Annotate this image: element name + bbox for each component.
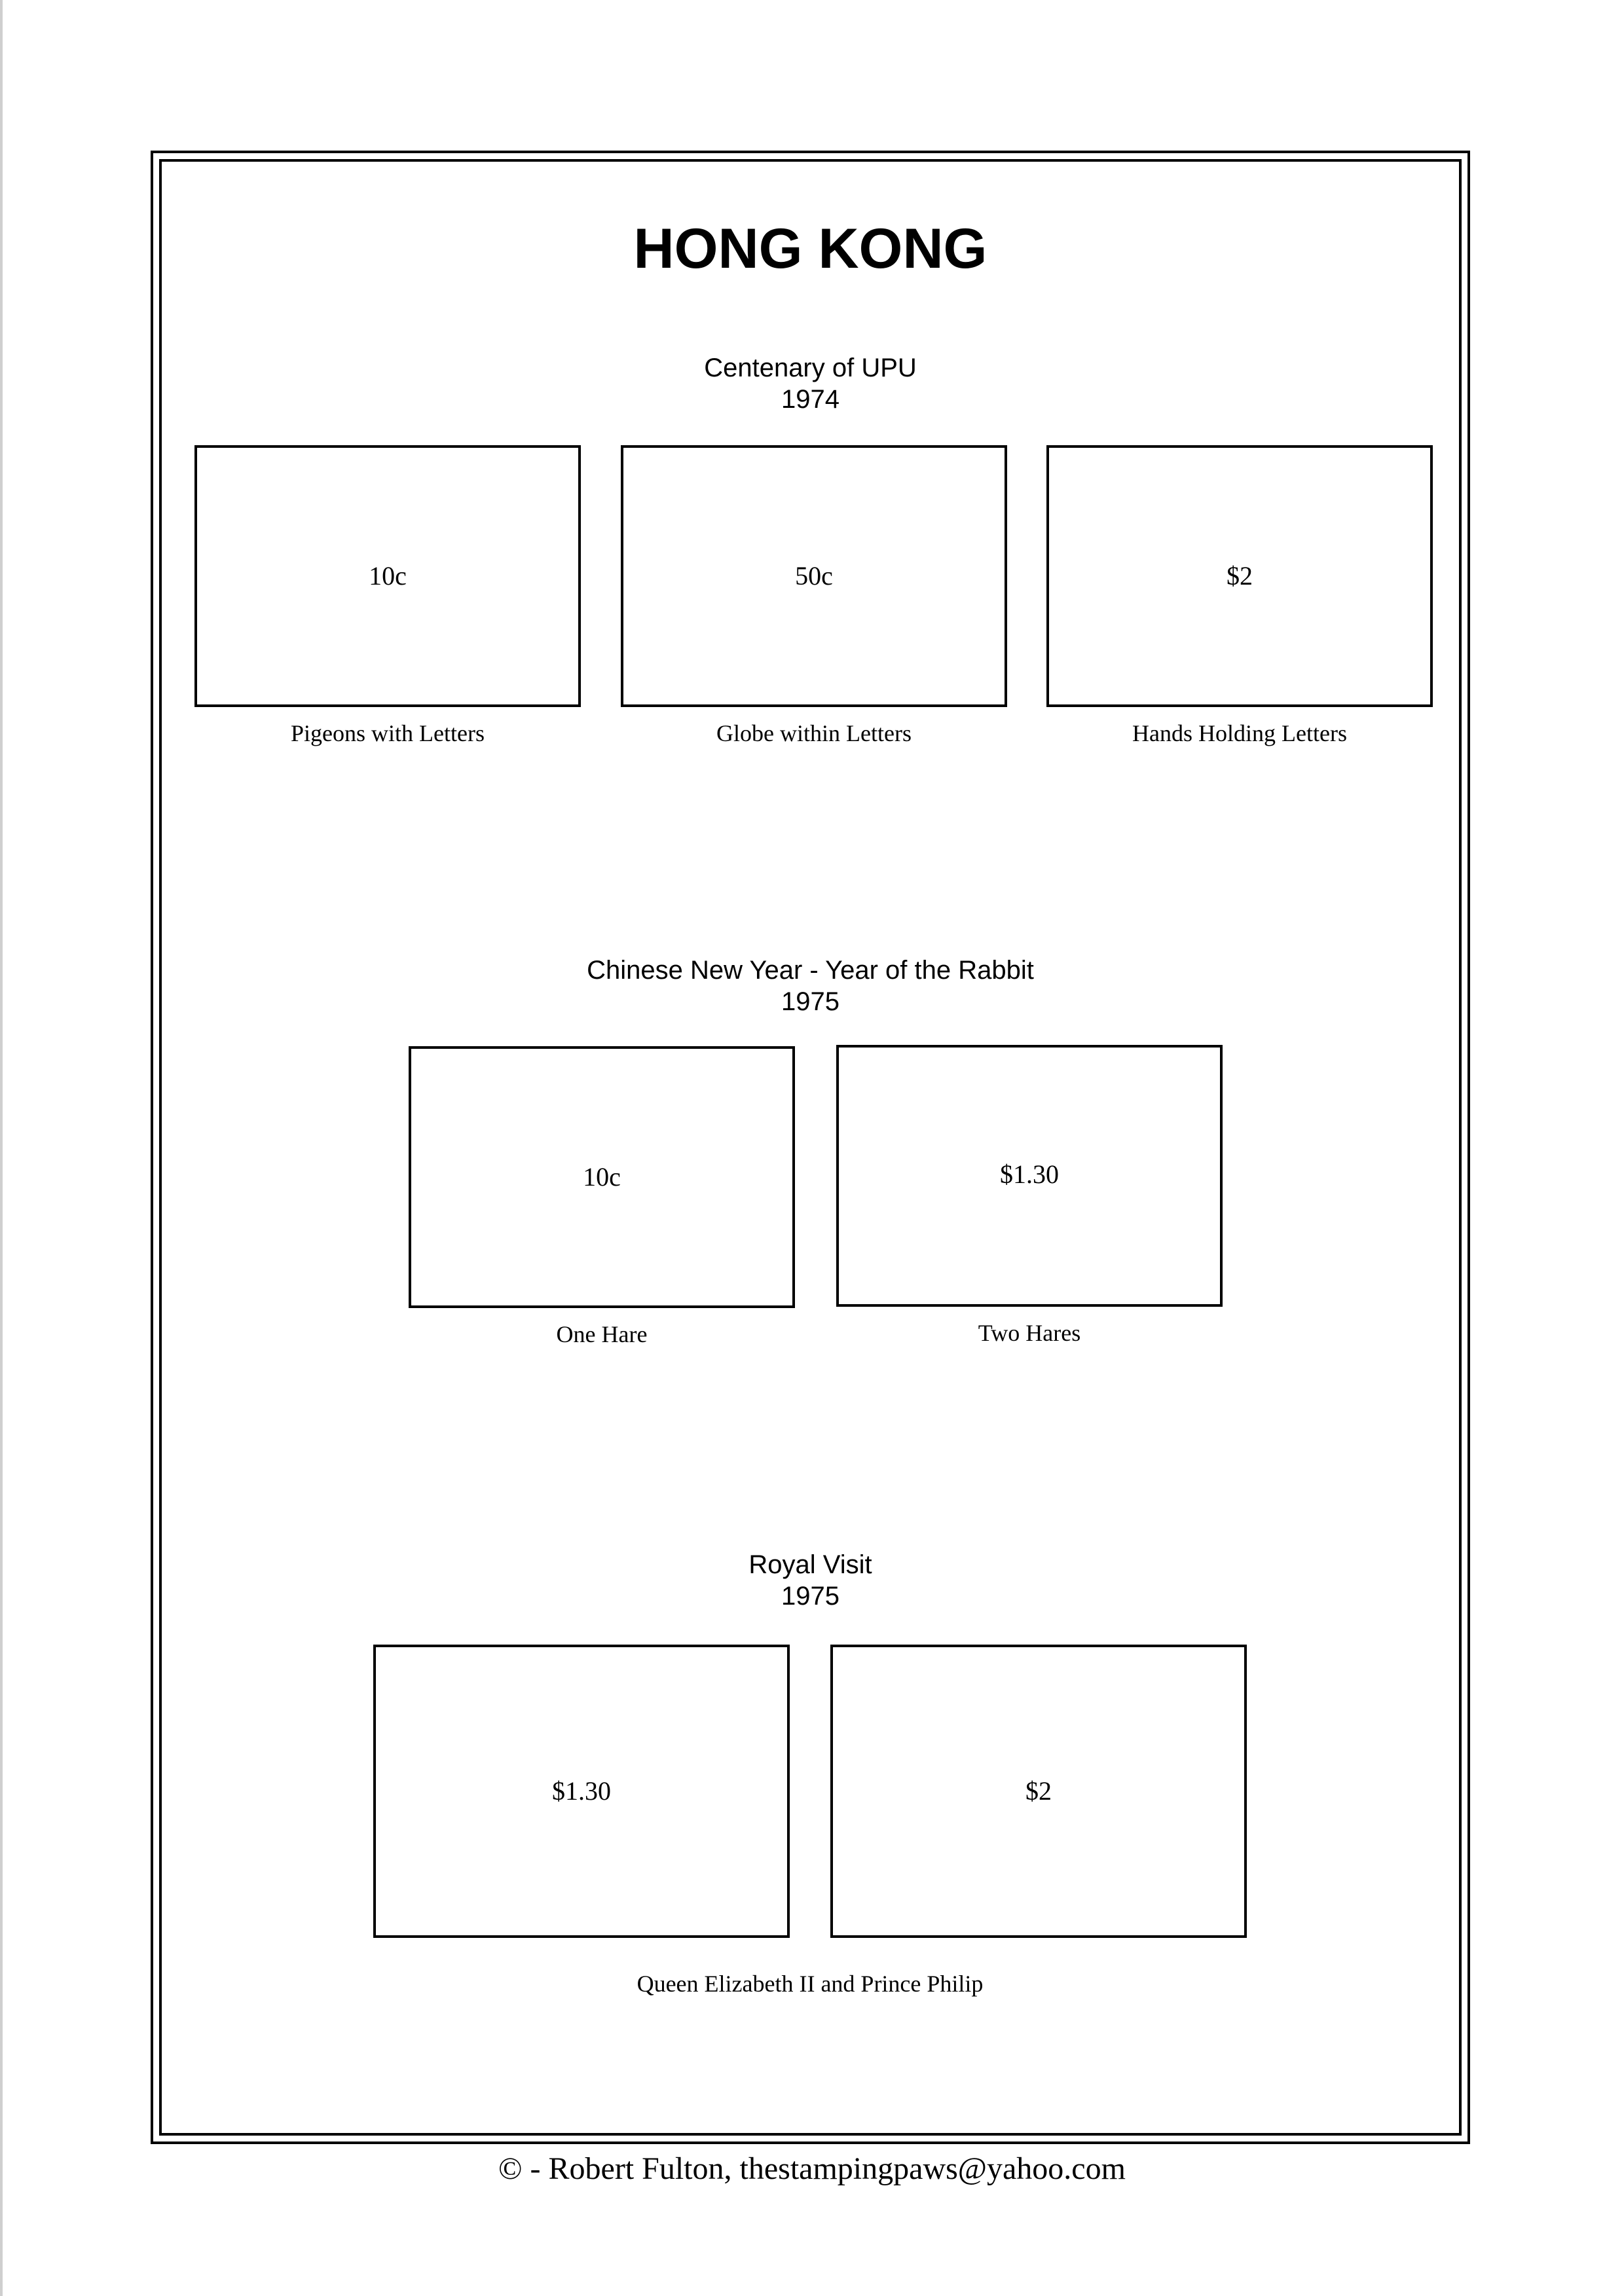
section-title: Centenary of UPU <box>704 354 917 382</box>
stamp-value: 10c <box>369 561 407 591</box>
stamp-box <box>830 1645 1247 1938</box>
stamp-box <box>194 445 581 707</box>
copyright-footer: © - Robert Fulton, thestampingpaws@yahoo.com <box>498 2151 1126 2186</box>
stamp-box <box>373 1645 790 1938</box>
stamp-value: $1.30 <box>1000 1159 1059 1189</box>
stamp-caption: Pigeons with Letters <box>291 720 485 746</box>
stamp-caption: One Hare <box>556 1321 648 1347</box>
section-year: 1975 <box>781 1582 840 1611</box>
stamp-value: $2 <box>1025 1776 1052 1806</box>
stamp-caption: Globe within Letters <box>716 720 912 746</box>
section-year: 1975 <box>781 987 840 1016</box>
section-heading-upu <box>159 352 1462 415</box>
stamp-caption: Hands Holding Letters <box>1132 720 1347 746</box>
stamp-box <box>1046 445 1433 707</box>
stamp-value: $1.30 <box>552 1776 611 1806</box>
stamp-value: $2 <box>1227 561 1253 591</box>
stamp-caption: Queen Elizabeth II and Prince Philip <box>637 1971 984 1997</box>
section-heading-chinese-new-year <box>159 955 1462 1017</box>
page-title: HONG KONG <box>633 217 987 280</box>
section-title: Chinese New Year - Year of the Rabbit <box>587 956 1034 985</box>
stamp-box <box>621 445 1007 707</box>
stamp-caption: Two Hares <box>978 1320 1081 1346</box>
stamp-box <box>409 1046 795 1308</box>
section-heading-royal-visit <box>159 1549 1462 1612</box>
stamp-box <box>836 1045 1223 1307</box>
stamp-value: 10c <box>583 1162 621 1192</box>
stamp-value: 50c <box>795 561 833 591</box>
section-year: 1974 <box>781 385 840 414</box>
section-title: Royal Visit <box>748 1550 872 1579</box>
page-edge-shadow <box>0 0 3 2296</box>
